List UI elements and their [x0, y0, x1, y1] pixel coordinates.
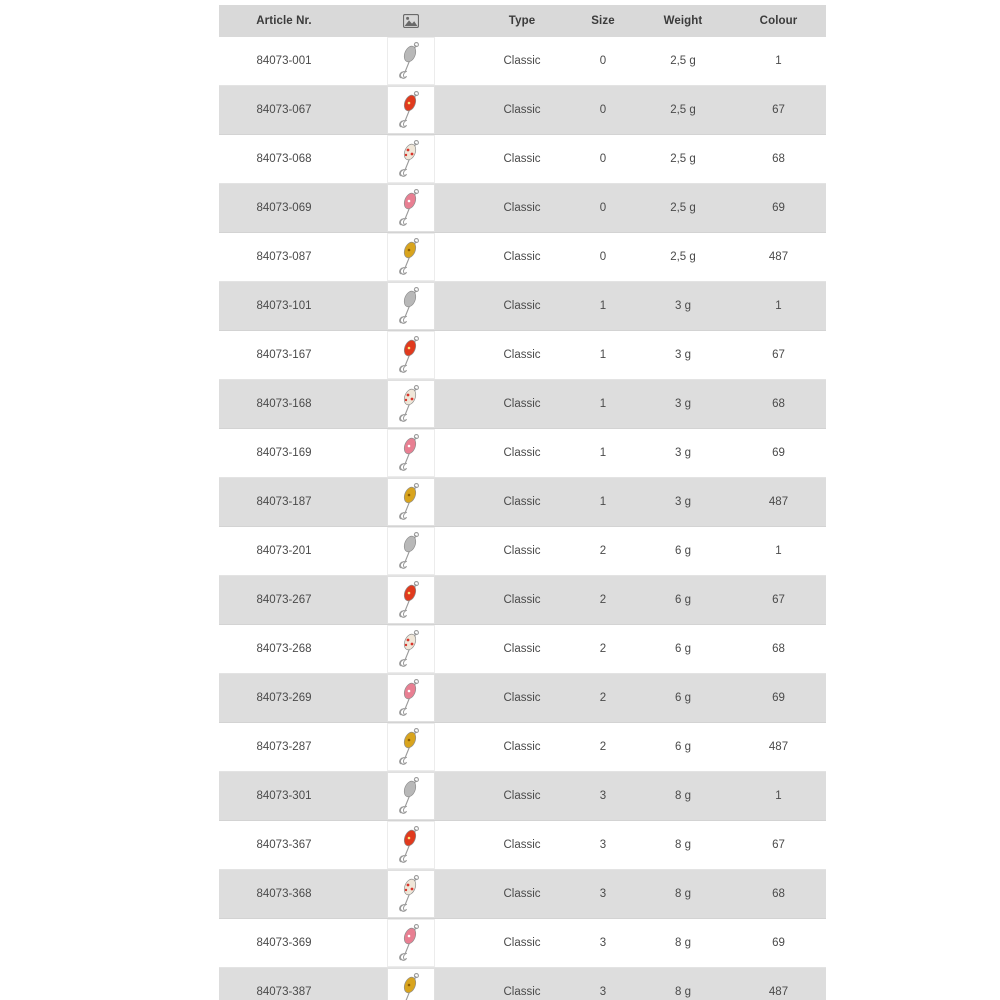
- table-row[interactable]: [219, 37, 826, 86]
- cell-type: Classic: [473, 86, 571, 135]
- cell-product-image[interactable]: [349, 772, 473, 821]
- cell-article-number: 84073-301: [219, 772, 349, 821]
- cell-size: 2: [571, 723, 635, 772]
- fishing-lure-icon: [387, 723, 435, 771]
- cell-article-number: 84073-087: [219, 233, 349, 282]
- fishing-lure-icon: [387, 625, 435, 673]
- cell-size: 3: [571, 870, 635, 919]
- cell-type: Classic: [473, 37, 571, 86]
- cell-article-number: 84073-167: [219, 331, 349, 380]
- cell-article-number: 84073-369: [219, 919, 349, 968]
- product-table: [219, 5, 826, 1000]
- cell-type: Classic: [473, 429, 571, 478]
- cell-weight: 6 g: [635, 527, 731, 576]
- cell-weight: 3 g: [635, 380, 731, 429]
- cell-weight: 8 g: [635, 870, 731, 919]
- cell-product-image[interactable]: [349, 723, 473, 772]
- fishing-lure-icon: [387, 233, 435, 281]
- cell-product-image[interactable]: [349, 233, 473, 282]
- cell-colour: 67: [731, 821, 826, 870]
- cell-weight: 2,5 g: [635, 135, 731, 184]
- cell-type: Classic: [473, 184, 571, 233]
- fishing-lure-icon: [387, 772, 435, 820]
- table-row[interactable]: [219, 968, 826, 1000]
- cell-article-number: 84073-068: [219, 135, 349, 184]
- cell-colour: 1: [731, 772, 826, 821]
- lure-graphic: [388, 577, 434, 623]
- table-row[interactable]: [219, 478, 826, 527]
- cell-type: Classic: [473, 870, 571, 919]
- column-header-weight[interactable]: Weight: [635, 5, 731, 37]
- cell-type: Classic: [473, 380, 571, 429]
- cell-size: 3: [571, 821, 635, 870]
- fishing-lure-icon: [387, 674, 435, 722]
- cell-type: Classic: [473, 233, 571, 282]
- column-header-type[interactable]: Type: [473, 5, 571, 37]
- column-header-image[interactable]: [349, 5, 473, 37]
- cell-product-image[interactable]: [349, 184, 473, 233]
- cell-weight: 3 g: [635, 331, 731, 380]
- cell-colour: 67: [731, 86, 826, 135]
- cell-size: 0: [571, 233, 635, 282]
- lure-graphic: [388, 283, 434, 329]
- cell-weight: 2,5 g: [635, 37, 731, 86]
- cell-product-image[interactable]: [349, 576, 473, 625]
- cell-type: Classic: [473, 478, 571, 527]
- cell-type: Classic: [473, 282, 571, 331]
- table-row[interactable]: [219, 86, 826, 135]
- cell-product-image[interactable]: [349, 282, 473, 331]
- table-row[interactable]: [219, 919, 826, 968]
- cell-article-number: 84073-268: [219, 625, 349, 674]
- cell-article-number: 84073-267: [219, 576, 349, 625]
- table-row[interactable]: [219, 380, 826, 429]
- cell-type: Classic: [473, 968, 571, 1000]
- table-row[interactable]: [219, 527, 826, 576]
- cell-weight: 6 g: [635, 576, 731, 625]
- cell-product-image[interactable]: [349, 674, 473, 723]
- lure-graphic: [388, 479, 434, 525]
- table-header: [219, 5, 826, 37]
- lure-graphic: [388, 675, 434, 721]
- cell-article-number: 84073-187: [219, 478, 349, 527]
- cell-weight: 2,5 g: [635, 184, 731, 233]
- fishing-lure-icon: [387, 576, 435, 624]
- cell-weight: 2,5 g: [635, 233, 731, 282]
- fishing-lure-icon: [387, 282, 435, 330]
- cell-colour: 68: [731, 380, 826, 429]
- lure-graphic: [388, 969, 434, 1000]
- cell-type: Classic: [473, 527, 571, 576]
- cell-article-number: 84073-387: [219, 968, 349, 1000]
- cell-size: 3: [571, 919, 635, 968]
- table-header-row: [219, 5, 826, 37]
- cell-product-image[interactable]: [349, 380, 473, 429]
- cell-product-image[interactable]: [349, 919, 473, 968]
- cell-product-image[interactable]: [349, 429, 473, 478]
- fishing-lure-icon: [387, 821, 435, 869]
- cell-type: Classic: [473, 821, 571, 870]
- fishing-lure-icon: [387, 870, 435, 918]
- cell-type: Classic: [473, 919, 571, 968]
- cell-article-number: 84073-067: [219, 86, 349, 135]
- fishing-lure-icon: [387, 135, 435, 183]
- cell-article-number: 84073-367: [219, 821, 349, 870]
- cell-article-number: 84073-169: [219, 429, 349, 478]
- fishing-lure-icon: [387, 968, 435, 1000]
- table-body: [219, 37, 826, 1000]
- lure-graphic: [388, 528, 434, 574]
- cell-size: 1: [571, 331, 635, 380]
- cell-product-image[interactable]: [349, 625, 473, 674]
- cell-weight: 6 g: [635, 723, 731, 772]
- table-row[interactable]: [219, 674, 826, 723]
- fishing-lure-icon: [387, 331, 435, 379]
- cell-article-number: 84073-201: [219, 527, 349, 576]
- cell-article-number: 84073-069: [219, 184, 349, 233]
- cell-product-image[interactable]: [349, 478, 473, 527]
- cell-product-image[interactable]: [349, 331, 473, 380]
- table-row[interactable]: [219, 821, 826, 870]
- table-row[interactable]: [219, 233, 826, 282]
- table-row[interactable]: [219, 723, 826, 772]
- cell-product-image[interactable]: [349, 527, 473, 576]
- cell-colour: 68: [731, 135, 826, 184]
- fishing-lure-icon: [387, 86, 435, 134]
- fishing-lure-icon: [387, 37, 435, 85]
- table-row[interactable]: [219, 282, 826, 331]
- cell-colour: 69: [731, 429, 826, 478]
- cell-colour: 1: [731, 37, 826, 86]
- column-header-colour[interactable]: Colour: [731, 5, 826, 37]
- cell-size: 2: [571, 674, 635, 723]
- table-row[interactable]: [219, 772, 826, 821]
- cell-colour: 487: [731, 478, 826, 527]
- cell-weight: 8 g: [635, 821, 731, 870]
- cell-product-image[interactable]: [349, 870, 473, 919]
- cell-colour: 67: [731, 576, 826, 625]
- lure-graphic: [388, 87, 434, 133]
- lure-graphic: [388, 724, 434, 770]
- product-table-container: [219, 5, 798, 1000]
- cell-size: 3: [571, 968, 635, 1000]
- table-row[interactable]: [219, 576, 826, 625]
- cell-colour: 69: [731, 184, 826, 233]
- cell-weight: 3 g: [635, 282, 731, 331]
- cell-weight: 3 g: [635, 429, 731, 478]
- table-row[interactable]: [219, 625, 826, 674]
- fishing-lure-icon: [387, 919, 435, 967]
- cell-colour: 487: [731, 233, 826, 282]
- cell-size: 0: [571, 135, 635, 184]
- cell-article-number: 84073-101: [219, 282, 349, 331]
- table-row[interactable]: [219, 184, 826, 233]
- cell-weight: 8 g: [635, 772, 731, 821]
- lure-graphic: [388, 626, 434, 672]
- table-row[interactable]: [219, 870, 826, 919]
- cell-type: Classic: [473, 772, 571, 821]
- cell-size: 1: [571, 282, 635, 331]
- cell-product-image[interactable]: [349, 968, 473, 1000]
- cell-type: Classic: [473, 625, 571, 674]
- column-header-article[interactable]: Article Nr.: [219, 5, 349, 37]
- lure-graphic: [388, 185, 434, 231]
- lure-graphic: [388, 822, 434, 868]
- cell-type: Classic: [473, 723, 571, 772]
- cell-type: Classic: [473, 576, 571, 625]
- fishing-lure-icon: [387, 184, 435, 232]
- cell-colour: 69: [731, 674, 826, 723]
- cell-weight: 8 g: [635, 968, 731, 1000]
- lure-graphic: [388, 136, 434, 182]
- cell-weight: 3 g: [635, 478, 731, 527]
- image-icon: [403, 14, 419, 28]
- lure-graphic: [388, 430, 434, 476]
- fishing-lure-icon: [387, 478, 435, 526]
- lure-graphic: [388, 381, 434, 427]
- table-row[interactable]: [219, 429, 826, 478]
- lure-graphic: [388, 234, 434, 280]
- fishing-lure-icon: [387, 527, 435, 575]
- cell-size: 2: [571, 625, 635, 674]
- fishing-lure-icon: [387, 380, 435, 428]
- cell-colour: 487: [731, 968, 826, 1000]
- cell-size: 0: [571, 37, 635, 86]
- lure-graphic: [388, 332, 434, 378]
- cell-product-image[interactable]: [349, 821, 473, 870]
- cell-product-image[interactable]: [349, 86, 473, 135]
- lure-graphic: [388, 38, 434, 84]
- cell-colour: 1: [731, 527, 826, 576]
- lure-graphic: [388, 871, 434, 917]
- cell-size: 0: [571, 86, 635, 135]
- cell-article-number: 84073-368: [219, 870, 349, 919]
- cell-product-image[interactable]: [349, 135, 473, 184]
- cell-weight: 2,5 g: [635, 86, 731, 135]
- cell-size: 2: [571, 576, 635, 625]
- cell-colour: 487: [731, 723, 826, 772]
- cell-size: 0: [571, 184, 635, 233]
- lure-graphic: [388, 920, 434, 966]
- cell-size: 1: [571, 429, 635, 478]
- column-header-size[interactable]: Size: [571, 5, 635, 37]
- cell-colour: 68: [731, 625, 826, 674]
- cell-type: Classic: [473, 331, 571, 380]
- cell-article-number: 84073-287: [219, 723, 349, 772]
- cell-type: Classic: [473, 674, 571, 723]
- cell-colour: 68: [731, 870, 826, 919]
- cell-product-image[interactable]: [349, 37, 473, 86]
- fishing-lure-icon: [387, 429, 435, 477]
- cell-size: 2: [571, 527, 635, 576]
- cell-size: 1: [571, 380, 635, 429]
- cell-colour: 69: [731, 919, 826, 968]
- cell-weight: 6 g: [635, 674, 731, 723]
- cell-size: 1: [571, 478, 635, 527]
- cell-article-number: 84073-168: [219, 380, 349, 429]
- cell-size: 3: [571, 772, 635, 821]
- cell-article-number: 84073-269: [219, 674, 349, 723]
- cell-weight: 8 g: [635, 919, 731, 968]
- cell-colour: 1: [731, 282, 826, 331]
- cell-weight: 6 g: [635, 625, 731, 674]
- table-row[interactable]: [219, 135, 826, 184]
- table-row[interactable]: [219, 331, 826, 380]
- cell-type: Classic: [473, 135, 571, 184]
- cell-article-number: 84073-001: [219, 37, 349, 86]
- cell-colour: 67: [731, 331, 826, 380]
- lure-graphic: [388, 773, 434, 819]
